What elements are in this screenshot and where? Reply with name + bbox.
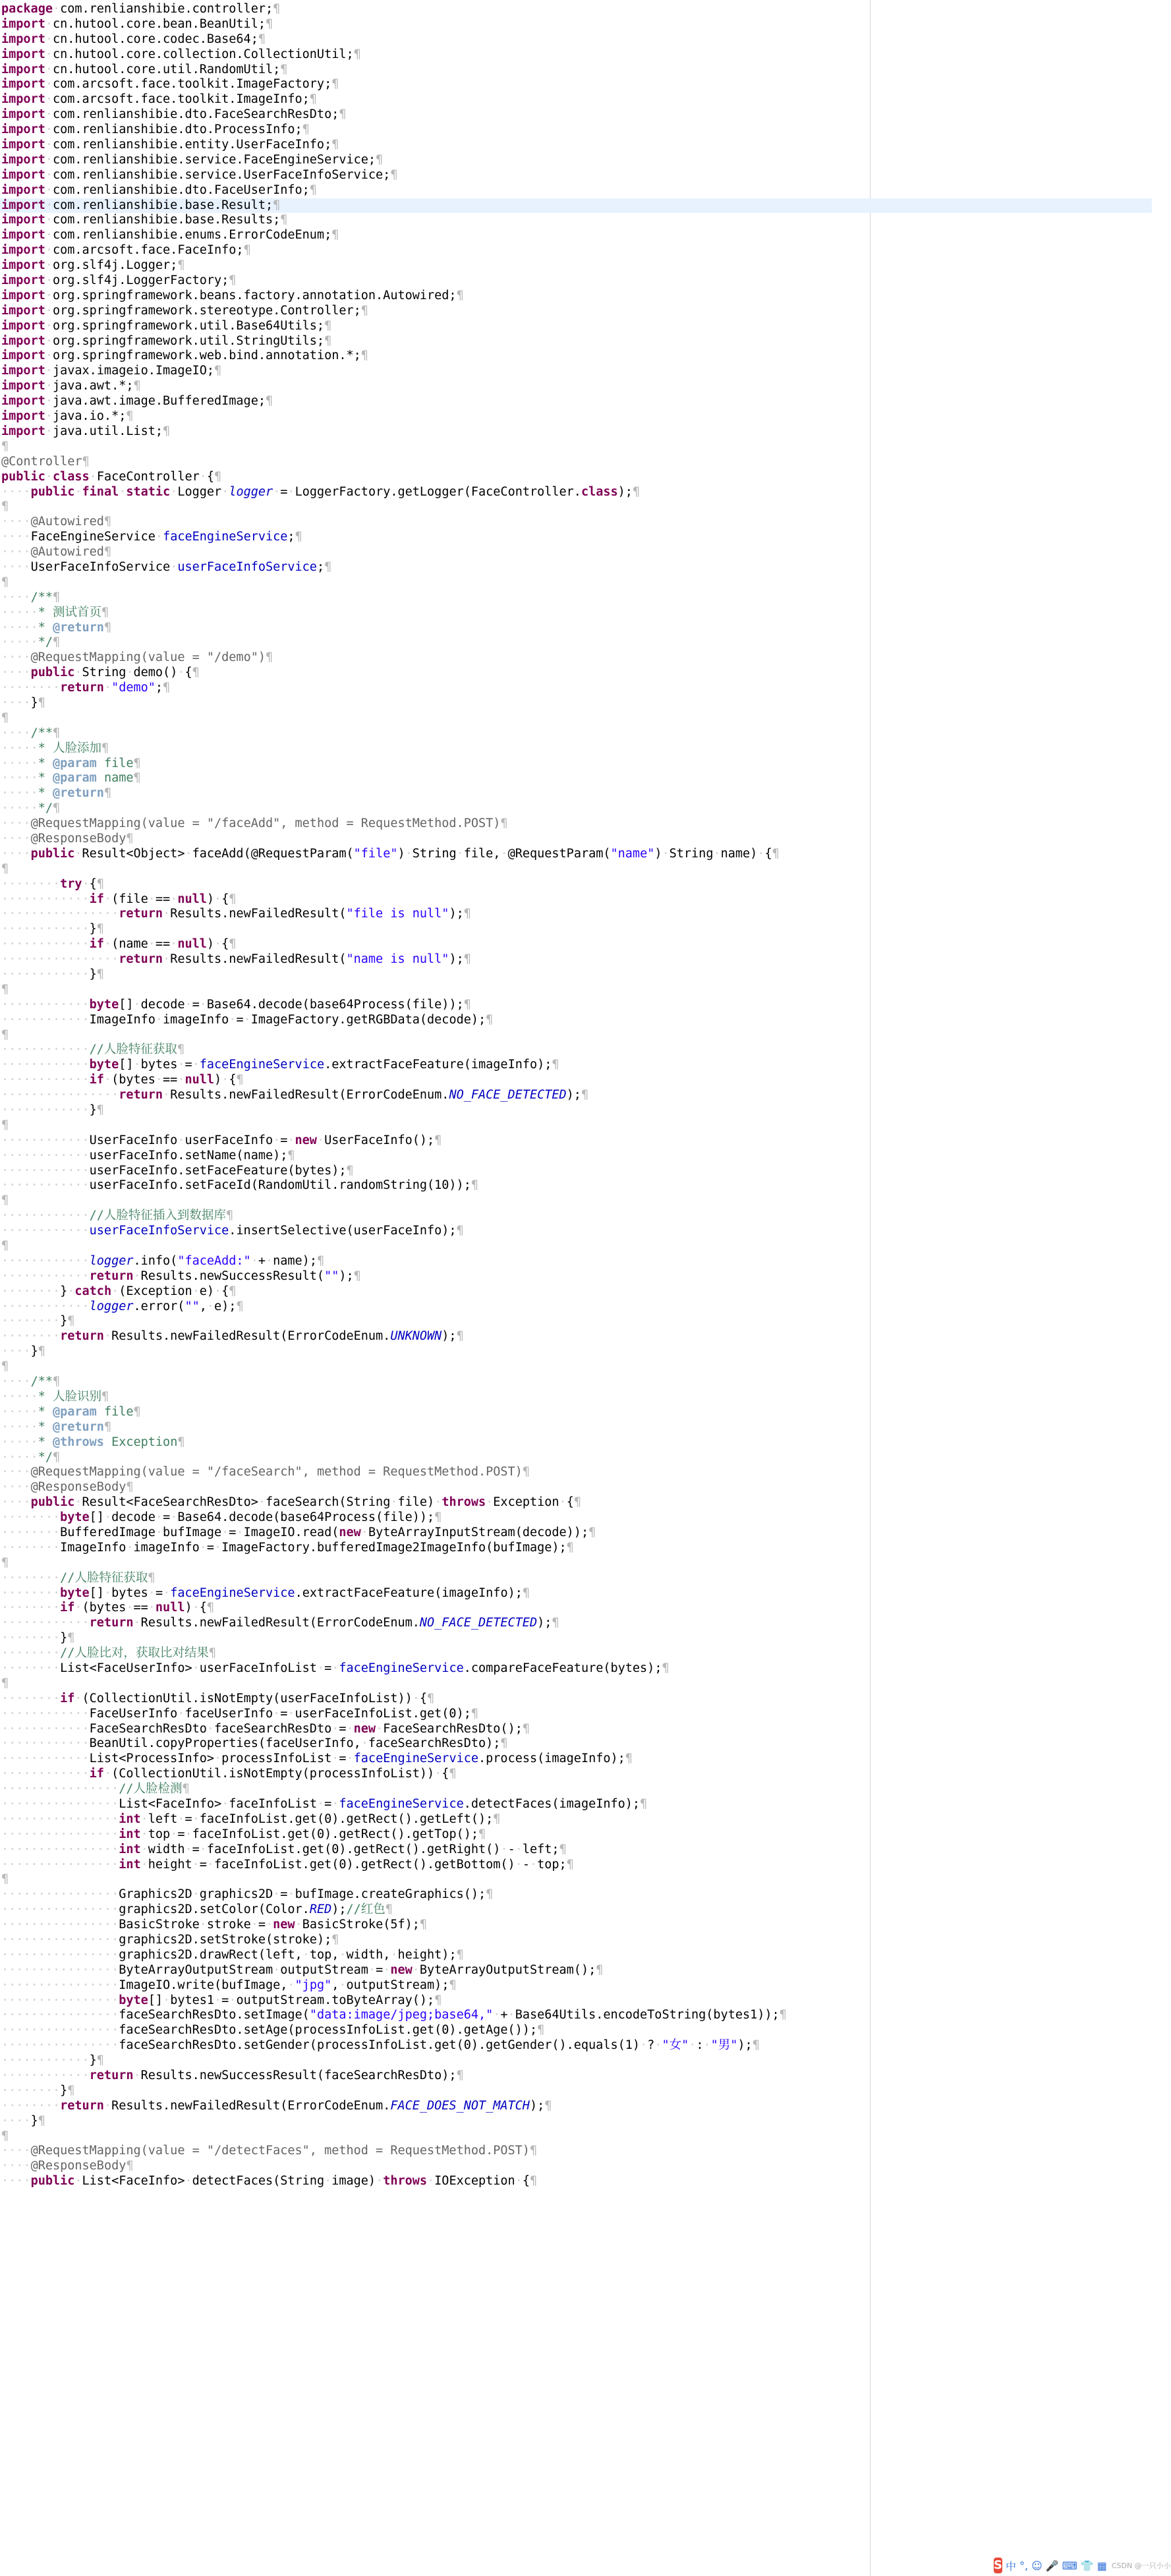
code-line[interactable]: ¶ bbox=[1, 1676, 9, 1690]
code-line[interactable]: ····}¶ bbox=[1, 2113, 45, 2128]
code-line[interactable]: ¶ bbox=[1, 1555, 9, 1570]
code-line[interactable]: ¶ bbox=[1, 1027, 9, 1042]
watermark: CSDN @一只小小 bbox=[1111, 2562, 1171, 2570]
code-line[interactable]: ····UserFaceInfoService·userFaceInfoService;¶ bbox=[1, 559, 332, 574]
code-line[interactable]: ····@Autowired¶ bbox=[1, 515, 112, 529]
code-line[interactable]: ················faceSearchResDto.setGender(processInfoList.get(0).getGender().equals(1)·?·"女"·:·"男");¶ bbox=[1, 2038, 760, 2053]
code-line[interactable]: ············userFaceInfo.setName(name);¶ bbox=[1, 1148, 295, 1162]
code-line[interactable]: ·····*/¶ bbox=[1, 1450, 61, 1464]
code-line[interactable]: ············}¶ bbox=[1, 2053, 104, 2068]
code-line[interactable]: ········try·{¶ bbox=[1, 876, 104, 891]
code-line[interactable]: ············}¶ bbox=[1, 922, 104, 936]
code-line[interactable]: ········return·"demo";¶ bbox=[1, 681, 171, 695]
code-line[interactable]: ············ImageInfo·imageInfo·=·ImageFactory.getRGBData(decode);¶ bbox=[1, 1012, 494, 1027]
sogou-logo-icon[interactable]: S bbox=[994, 2558, 1002, 2572]
code-line[interactable]: ¶ bbox=[1, 1193, 9, 1208]
code-line[interactable]: ····/**¶ bbox=[1, 726, 61, 740]
code-line[interactable]: ·····* @return¶ bbox=[1, 620, 112, 635]
microphone-icon[interactable]: 🎤 bbox=[1045, 2559, 1059, 2572]
code-line[interactable]: ················int·top·=·faceInfoList.get(0).getRect().getTop();¶ bbox=[1, 1827, 486, 1841]
code-line[interactable]: ············FaceUserInfo·faceUserInfo·=·userFaceInfoList.get(0);¶ bbox=[1, 1706, 478, 1721]
code-line[interactable]: ········if·(bytes·==·null)·{¶ bbox=[1, 1601, 215, 1615]
code-line[interactable]: ············//人脸特征获取¶ bbox=[1, 1043, 185, 1057]
code-line[interactable]: ········//人脸比对，获取比对结果¶ bbox=[1, 1646, 217, 1661]
code-line[interactable]: import·com.renlianshibie.enums.ErrorCodeEnum;¶ bbox=[1, 228, 339, 243]
code-line[interactable]: import·java.io.*;¶ bbox=[1, 409, 134, 424]
code-line[interactable]: ····public·Result<Object>·faceAdd(@RequestParam("file")·String·file,·@RequestParam("name")·String·name)·{¶ bbox=[1, 846, 780, 861]
code-line[interactable]: import·org.slf4j.LoggerFactory;¶ bbox=[1, 273, 237, 288]
code-line[interactable]: import·org.springframework.stereotype.Controller;¶ bbox=[1, 303, 368, 318]
code-line[interactable]: import·com.renlianshibie.service.UserFaceInfoService;¶ bbox=[1, 167, 398, 182]
code-line[interactable]: import·com.renlianshibie.base.Results;¶ bbox=[1, 213, 288, 227]
code-line[interactable]: ·····* @return¶ bbox=[1, 786, 112, 801]
ime-mode-icon[interactable]: 中 bbox=[1005, 2560, 1016, 2573]
code-line[interactable]: ············//人脸特征插入到数据库¶ bbox=[1, 1209, 234, 1223]
code-line[interactable]: ····@RequestMapping(value = "/demo")¶ bbox=[1, 650, 273, 665]
code-line[interactable]: ············userFaceInfoService.insertSelective(userFaceInfo);¶ bbox=[1, 1224, 464, 1238]
code-line[interactable]: ····@RequestMapping(value = "/detectFaces", method = RequestMethod.POST)¶ bbox=[1, 2144, 538, 2158]
code-line[interactable]: ············UserFaceInfo·userFaceInfo·=·new·UserFaceInfo();¶ bbox=[1, 1133, 442, 1147]
code-line[interactable]: ················BasicStroke·stroke·=·new·BasicStroke(5f);¶ bbox=[1, 1918, 428, 1932]
code-line[interactable]: import·java.awt.image.BufferedImage;¶ bbox=[1, 394, 273, 409]
code-line[interactable]: ·····* 人脸识别¶ bbox=[1, 1389, 109, 1404]
code-line[interactable]: ················faceSearchResDto.setAge(processInfoList.get(0).getAge());¶ bbox=[1, 2023, 545, 2038]
code-line[interactable]: ····FaceEngineService·faceEngineService;¶ bbox=[1, 530, 302, 544]
code-line[interactable]: ············return·Results.newSuccessResult("");¶ bbox=[1, 1269, 361, 1283]
code-line[interactable]: ············}¶ bbox=[1, 967, 104, 981]
code-line[interactable]: import·com.renlianshibie.dto.FaceUserInfo;¶ bbox=[1, 183, 317, 197]
code-line[interactable]: ············byte[]·decode·=·Base64.decode(base64Process(file));¶ bbox=[1, 997, 471, 1012]
code-line[interactable]: ¶ bbox=[1, 500, 9, 514]
code-line[interactable]: ¶ bbox=[1, 861, 9, 876]
code-line[interactable]: ················//人脸检测¶ bbox=[1, 1782, 190, 1796]
code-line[interactable]: ················ImageIO.write(bufImage,·"jpg",·outputStream);¶ bbox=[1, 1978, 457, 1992]
code-line[interactable]: ····/**¶ bbox=[1, 1375, 61, 1389]
code-line[interactable]: ·····* @throws Exception¶ bbox=[1, 1435, 185, 1449]
code-line[interactable]: import·org.springframework.util.StringUtils;¶ bbox=[1, 333, 332, 348]
code-line[interactable]: import·org.springframework.beans.factory.annotation.Autowired;¶ bbox=[1, 288, 464, 302]
code-line[interactable]: import·com.renlianshibie.service.FaceEngineService;¶ bbox=[1, 152, 384, 167]
code-line[interactable]: ····@ResponseBody¶ bbox=[1, 2159, 134, 2173]
code-line[interactable]: ········}¶ bbox=[1, 2083, 75, 2098]
code-line[interactable]: ············}¶ bbox=[1, 1103, 104, 1118]
code-line[interactable]: import·cn.hutool.core.codec.Base64;¶ bbox=[1, 32, 266, 46]
code-line[interactable]: ················int·height·=·faceInfoList.get(0).getRect().getBottom()·-·top;¶ bbox=[1, 1857, 574, 1872]
code-line[interactable]: ············if·(bytes·==·null)·{¶ bbox=[1, 1073, 244, 1087]
code-line[interactable]: import·java.util.List;¶ bbox=[1, 424, 171, 438]
code-line[interactable]: ¶ bbox=[1, 1872, 9, 1887]
code-line[interactable]: @Controller¶ bbox=[1, 454, 90, 469]
code-line[interactable]: ·····* @param file¶ bbox=[1, 1404, 141, 1419]
code-line[interactable]: ············if·(file·==·null)·{¶ bbox=[1, 892, 237, 906]
code-line[interactable]: ········return·Results.newFailedResult(ErrorCodeEnum.UNKNOWN);¶ bbox=[1, 1329, 464, 1344]
code-line[interactable]: ········return·Results.newFailedResult(ErrorCodeEnum.FACE_DOES_NOT_MATCH);¶ bbox=[1, 2098, 552, 2113]
code-line[interactable]: ················Graphics2D·graphics2D·=·bufImage.createGraphics();¶ bbox=[1, 1887, 494, 1902]
code-line[interactable]: ····@ResponseBody¶ bbox=[1, 831, 134, 845]
code-line[interactable]: ¶ bbox=[1, 1360, 9, 1374]
code-line[interactable]: ········}¶ bbox=[1, 1314, 75, 1329]
code-line[interactable]: ¶ bbox=[1, 2129, 9, 2143]
code-line[interactable]: ················return·Results.newFailedResult(ErrorCodeEnum.NO_FACE_DETECTED);¶ bbox=[1, 1088, 589, 1102]
code-line[interactable]: ················return·Results.newFailedResult("file is null");¶ bbox=[1, 907, 471, 921]
punctuation-icon[interactable]: °, bbox=[1019, 2559, 1029, 2572]
code-line[interactable]: ····@Autowired¶ bbox=[1, 545, 112, 559]
code-line[interactable]: ····/**¶ bbox=[1, 590, 61, 604]
skin-icon[interactable]: 👕 bbox=[1080, 2559, 1094, 2572]
code-line[interactable]: ····public·List<FaceInfo>·detectFaces(String·image)·throws·IOException·{¶ bbox=[1, 2174, 538, 2189]
code-line[interactable]: ················graphics2D.drawRect(left,·top,·width,·height);¶ bbox=[1, 1947, 464, 1962]
code-line[interactable]: ········ImageInfo·imageInfo·=·ImageFactory.bufferedImage2ImageInfo(bufImage);¶ bbox=[1, 1540, 574, 1555]
code-line[interactable]: ········List<FaceUserInfo>·userFaceInfoList·=·faceEngineService.compareFaceFeature(bytes);¶ bbox=[1, 1661, 670, 1675]
code-line[interactable]: import·cn.hutool.core.util.RandomUtil;¶ bbox=[1, 62, 288, 76]
code-line[interactable]: ····public·Result<FaceSearchResDto>·faceSearch(String·file)·throws·Exception·{¶ bbox=[1, 1495, 581, 1510]
code-line[interactable]: ¶ bbox=[1, 575, 9, 589]
code-line[interactable]: ············if·(CollectionUtil.isNotEmpty(processInfoList))·{¶ bbox=[1, 1767, 457, 1781]
code-line[interactable]: import·com.arcsoft.face.toolkit.ImageFactory;¶ bbox=[1, 77, 339, 92]
code-line[interactable]: public·class·FaceController·{¶ bbox=[1, 469, 222, 484]
code-line[interactable]: package·com.renlianshibie.controller;¶ bbox=[1, 2, 281, 16]
code-line[interactable]: ········//人脸特征获取¶ bbox=[1, 1570, 156, 1585]
code-line[interactable]: ············userFaceInfo.setFaceId(RandomUtil.randomString(10));¶ bbox=[1, 1178, 478, 1193]
code-line[interactable]: ················faceSearchResDto.setImage("data:image/jpeg;base64,"·+·Base64Utils.encodeToString(bytes1));¶ bbox=[1, 2008, 787, 2022]
code-line[interactable]: import·com.arcsoft.face.FaceInfo;¶ bbox=[1, 243, 251, 258]
code-line[interactable]: import·com.renlianshibie.entity.UserFaceInfo;¶ bbox=[1, 138, 339, 152]
code-line[interactable]: import·org.springframework.web.bind.annotation.*;¶ bbox=[1, 349, 368, 363]
code-line[interactable]: ¶ bbox=[1, 982, 9, 996]
code-line[interactable]: ············if·(name·==·null)·{¶ bbox=[1, 937, 237, 952]
code-line[interactable]: import·com.renlianshibie.dto.FaceSearchResDto;¶ bbox=[1, 107, 347, 122]
code-line[interactable]: ············logger.info("faceAdd:"·+·name);¶ bbox=[1, 1253, 325, 1268]
code-line[interactable]: import·com.arcsoft.face.toolkit.ImageInfo;¶ bbox=[1, 92, 317, 107]
code-line[interactable]: ····}¶ bbox=[1, 695, 45, 710]
code-line[interactable]: import·java.awt.*;¶ bbox=[1, 379, 141, 393]
code-line[interactable]: ············byte[]·bytes·=·faceEngineService.extractFaceFeature(imageInfo);¶ bbox=[1, 1058, 559, 1072]
code-line[interactable]: ····public·final·static·Logger·logger·=·LoggerFactory.getLogger(FaceController.class);¶ bbox=[1, 484, 641, 499]
code-line[interactable]: ················return·Results.newFailedResult("name is null");¶ bbox=[1, 952, 471, 967]
code-line[interactable]: ····public·String·demo()·{¶ bbox=[1, 666, 200, 680]
code-line[interactable]: import·org.slf4j.Logger;¶ bbox=[1, 258, 185, 273]
code-line[interactable]: ····@RequestMapping(value = "/faceAdd", method = RequestMethod.POST)¶ bbox=[1, 816, 508, 831]
code-area[interactable] bbox=[1, 2, 870, 2189]
code-line[interactable]: ········byte[]·bytes·=·faceEngineService.extractFaceFeature(imageInfo);¶ bbox=[1, 1586, 530, 1600]
code-line[interactable]: ················int·left·=·faceInfoList.get(0).getRect().getLeft();¶ bbox=[1, 1812, 501, 1826]
code-line[interactable]: ················int·width·=·faceInfoList.get(0).getRect().getRight()·-·left;¶ bbox=[1, 1842, 567, 1856]
code-line[interactable]: import·com.renlianshibie.dto.ProcessInfo;¶ bbox=[1, 123, 310, 137]
code-line[interactable]: ·····* @param name¶ bbox=[1, 771, 141, 786]
code-line[interactable]: ·····* 人脸添加¶ bbox=[1, 741, 109, 755]
code-line[interactable]: ················graphics2D.setStroke(stroke);¶ bbox=[1, 1933, 339, 1947]
code-line[interactable]: ········byte[]·decode·=·Base64.decode(base64Process(file));¶ bbox=[1, 1510, 442, 1525]
code-line[interactable]: ············return·Results.newFailedResult(ErrorCodeEnum.NO_FACE_DETECTED);¶ bbox=[1, 1616, 559, 1630]
code-line[interactable]: ············return·Results.newSuccessResult(faceSearchResDto);¶ bbox=[1, 2069, 464, 2083]
code-line[interactable]: ············FaceSearchResDto·faceSearchResDto·=·new·FaceSearchResDto();¶ bbox=[1, 1721, 530, 1736]
code-line[interactable]: ¶ bbox=[1, 1118, 9, 1132]
code-line[interactable]: ················ByteArrayOutputStream·outputStream·=·new·ByteArrayOutputStream();¶ bbox=[1, 1962, 604, 1977]
keyboard-icon[interactable]: ⌨ bbox=[1062, 2559, 1077, 2572]
code-line[interactable]: ¶ bbox=[1, 710, 9, 725]
code-line[interactable]: ········BufferedImage·bufImage·=·ImageIO.read(new·ByteArrayInputStream(decode));¶ bbox=[1, 1525, 596, 1539]
emoji-icon[interactable]: ☺ bbox=[1031, 2559, 1042, 2572]
code-line[interactable]: import·cn.hutool.core.bean.BeanUtil;¶ bbox=[1, 16, 273, 31]
code-line[interactable]: ············logger.error("",·e);¶ bbox=[1, 1299, 244, 1313]
code-line[interactable]: ····@RequestMapping(value = "/faceSearch", method = RequestMethod.POST)¶ bbox=[1, 1465, 530, 1479]
print-margin-line bbox=[870, 0, 871, 2576]
code-line[interactable]: import·com.renlianshibie.base.Result;¶ bbox=[0, 198, 1152, 214]
code-line[interactable]: ········}·catch·(Exception·e)·{¶ bbox=[1, 1284, 237, 1298]
code-line[interactable]: ·····* @param file¶ bbox=[1, 756, 141, 770]
code-line[interactable]: ·····*/¶ bbox=[1, 801, 61, 816]
code-line[interactable]: ················List<FaceInfo>·faceInfoList·=·faceEngineService.detectFaces(imageInfo);¶ bbox=[1, 1796, 648, 1811]
code-line[interactable]: ····@ResponseBody¶ bbox=[1, 1480, 134, 1495]
code-line[interactable]: ·····* 测试首页¶ bbox=[1, 605, 109, 619]
code-line[interactable]: import·cn.hutool.core.collection.CollectionUtil;¶ bbox=[1, 47, 361, 61]
code-line[interactable]: ·····*/¶ bbox=[1, 635, 61, 650]
code-line[interactable]: ············userFaceInfo.setFaceFeature(bytes);¶ bbox=[1, 1163, 354, 1178]
code-line[interactable]: ····}¶ bbox=[1, 1344, 45, 1359]
code-line[interactable]: ¶ bbox=[1, 1239, 9, 1253]
code-line[interactable]: ·····* @return¶ bbox=[1, 1419, 112, 1434]
ime-toolbar bbox=[994, 2557, 1171, 2574]
code-line[interactable]: ················byte[]·bytes1·=·outputStream.toByteArray();¶ bbox=[1, 1993, 442, 2007]
code-line[interactable]: ········}¶ bbox=[1, 1631, 75, 1646]
code-line[interactable]: ················graphics2D.setColor(Color.RED);//红色¶ bbox=[1, 1903, 393, 1917]
code-line[interactable]: ············List<ProcessInfo>·processInfoList·=·faceEngineService.process(imageInfo);¶ bbox=[1, 1752, 633, 1766]
toolbox-icon[interactable]: ▦ bbox=[1097, 2559, 1107, 2572]
code-line[interactable]: ········if·(CollectionUtil.isNotEmpty(userFaceInfoList))·{¶ bbox=[1, 1691, 435, 1705]
code-line[interactable]: import·javax.imageio.ImageIO;¶ bbox=[1, 364, 222, 378]
code-line[interactable]: ¶ bbox=[1, 439, 9, 453]
code-line[interactable]: ············BeanUtil.copyProperties(faceUserInfo,·faceSearchResDto);¶ bbox=[1, 1736, 508, 1751]
code-line[interactable]: import·org.springframework.util.Base64Utils;¶ bbox=[1, 318, 332, 333]
